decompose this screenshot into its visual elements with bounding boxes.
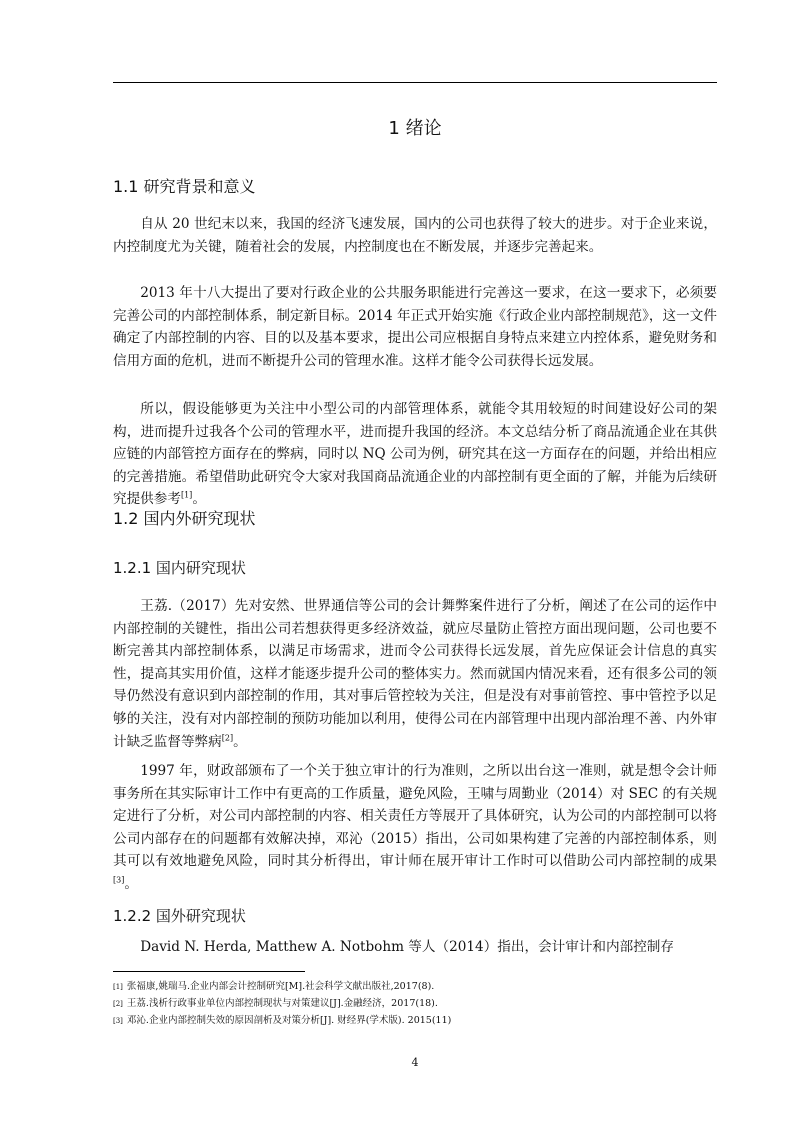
paragraph-1-2-1-a: 王荔.（2017）先对安然、世界通信等公司的会计舞弊案件进行了分析，阐述了在公司的运作中内部控制的关键性，指出公司若想获得更多经济效益，就应尽量防止管控方面出现问题，公司也要不断完善其内部控制体系，以满足市场需求，进而令公司获得长远发展，首先应保证会计信息的真实性，提高其实用价值，这样才能逐步提升公司的整体实力。然而就国内情况来看，还有很多公司的领导仍然没有意识到内部控制的作用，其对事后管控较为关注，但是没有对事前管控、事中管控予以足够的关注，没有对内部控制的预防功能加以利用，使得公司在内部管理中出现内部治理不善、内外审计缺乏监督等弊病[2]。 <box>113 598 717 750</box>
footnote-2: [2] 王荔.浅析行政事业单位内部控制现状与对策建议[J].金融经济，2017(18). <box>113 998 438 1009</box>
footnote-3: [3] 邓沁.企业内部控制失效的原因剖析及对策分析[J]. 财经界(学术版). 2015(11) <box>113 1015 452 1026</box>
paragraph-1-1-a: 自从 20 世纪末以来，我国的经济飞速发展，国内的公司也获得了较大的进步。对于企业来说，内控制度尤为关键，随着社会的发展，内控制度也在不断发展，并逐步完善起来。 <box>113 216 717 255</box>
footnote-rule <box>113 971 305 972</box>
paragraph-1-1-c: 所以，假设能够更为关注中小型公司的内部管理体系，就能令其用较短的时间建设好公司的架构，进而提升过我各个公司的管理水平，进而提升我国的经济。本文总结分析了商品流通企业在其供应链的内部管控方面存在的弊病，同时以 NQ 公司为例，研究其在这一方面存在的问题，并给出相应的完善措施。希望借助此研究令大家对我国商品流通企业的内部控制有更全面的了解，并能为后续研究提供参考[1]。 <box>113 401 717 508</box>
citation-2: [2] <box>221 733 234 743</box>
section-1-2-heading: 1.2 国内外研究现状 <box>113 509 256 528</box>
footnote-1: [1] 张福康,姚瑞马.企业内部会计控制研究[M].社会科学文献出版社,2017(8). <box>113 981 435 992</box>
citation-1: [1] <box>180 490 193 500</box>
chapter-title: 1 绪论 <box>388 118 442 139</box>
page-number: 4 <box>411 1056 419 1069</box>
citation-3: [3] <box>113 875 125 885</box>
section-1-2-1-heading: 1.2.1 国内研究现状 <box>113 559 246 577</box>
paragraph-1-1-b: 2013 年十八大提出了要对行政企业的公共服务职能进行完善这一要求，在这一要求下，必须要完善公司的内部控制体系，制定新目标。2014 年正式开始实施《行政企业内部控制规范》，这一文件确定了内部控制的内容、目的以及基本要求，提出公司应根据自身特点来建立内控体系，避免财务和信用方面的危机，进而不断提升公司的管理水准。这样才能令公司获得长远发展。 <box>113 285 717 369</box>
header-rule <box>113 82 717 83</box>
section-1-2-2-heading: 1.2.2 国外研究现状 <box>113 907 246 925</box>
paragraph-1-2-1-b: 1997 年，财政部颁布了一个关于独立审计的行为准则，之所以出台这一准则，就是想令会计师事务所在其实际审计工作中有更高的工作质量，避免风险，王啸与周勤业（2014）对 SEC 的有关规定进行了分析，对公司内部控制的内容、相关责任方等展开了具体研究，认为公司的内部控制可以将公司内部存在的问题都有效解决掉，邓沁（2015）指出，公司如果构建了完善的内部控制体系，则其可以有效地避免风险，同时其分析得出，审计师在展开审计工作时可以借助公司内部控制的成果[3]。 <box>113 763 717 892</box>
paragraph-1-2-2-a: David N. Herda, Matthew A. Notbohm 等人（2014）指出，会计审计和内部控制存 <box>140 939 674 955</box>
section-1-1-heading: 1.1 研究背景和意义 <box>113 177 256 196</box>
